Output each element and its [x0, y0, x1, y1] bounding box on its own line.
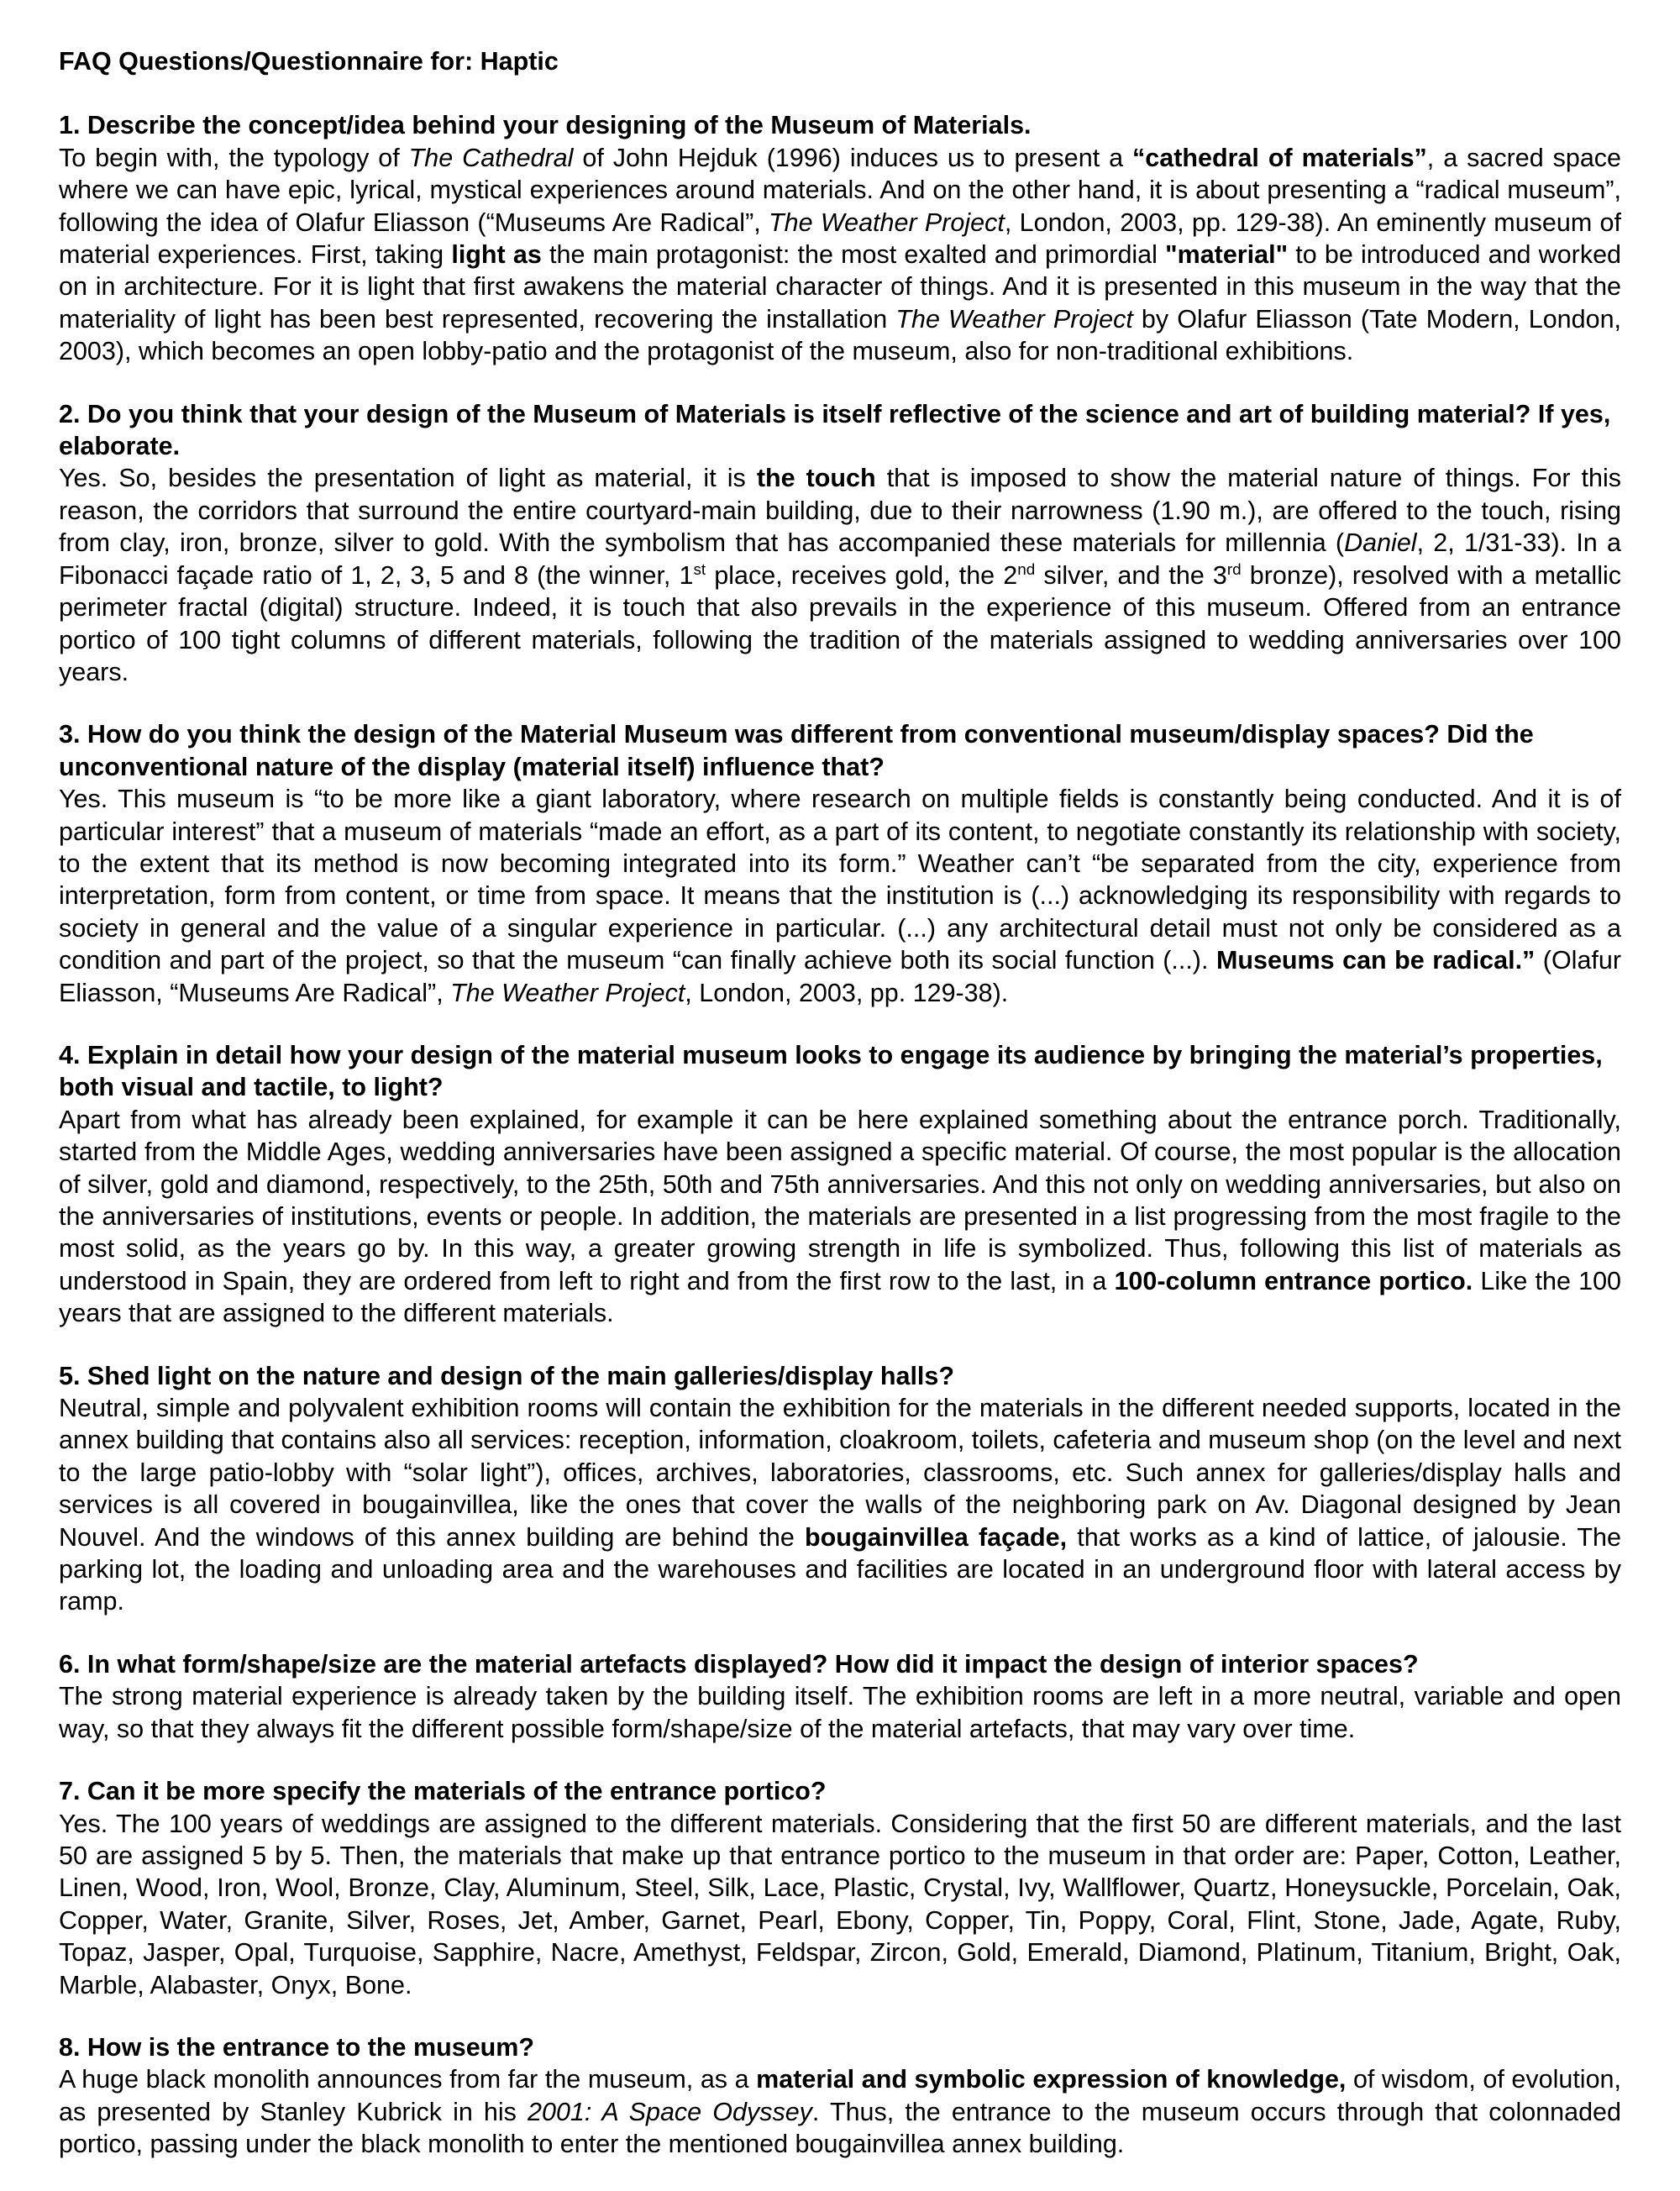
- faq-question: 8. How is the entrance to the museum?: [59, 2032, 535, 2062]
- italic-title-text: The Weather Project: [895, 304, 1133, 334]
- faq-question: 6. In what form/shape/size are the material artefacts displayed? How did it impact the design of interior spaces?: [59, 1649, 1419, 1679]
- ordinal-suffix: nd: [1017, 560, 1036, 579]
- answer-text: the main protagonist: the most exalted and primordial: [541, 240, 1166, 270]
- italic-title-text: Daniel: [1344, 528, 1417, 558]
- faq-section-list: [59, 109, 1621, 2160]
- answer-text: (Olafur Eliasson, “Museums Are Radical”,: [59, 946, 1621, 1007]
- ordinal-suffix: st: [693, 560, 706, 579]
- faq-question: 2. Do you think that your design of the Museum of Materials is itself reflective of the science and art of building material? If yes, elaborate.: [59, 399, 1611, 461]
- answer-text: To begin with, the typology of: [59, 143, 409, 172]
- emphasis-bold-text: “cathedral of materials”: [1132, 143, 1427, 172]
- faq-answer: [59, 1392, 1621, 1618]
- faq-question: 4. Explain in detail how your design of the material museum looks to engage its audience by bringing the material’s properties, both visual and tactile, to light?: [59, 1040, 1603, 1102]
- italic-title-text: The Cathedral: [408, 143, 574, 172]
- italic-title-text: The Weather Project: [450, 978, 685, 1007]
- answer-text: bronze), resolved with a metallic perimeter fractal (digital) structure. Indeed, it is touch that also prevails in the experience of this museum. Offered from an entrance portico of 100 tight columns of different materials, following the tradition of the materials assigned to wedding anniversaries over 100 years.: [59, 560, 1622, 686]
- answer-text: that works as a kind of lattice, of jalousie. The parking lot, the loading and unloading area and the warehouses and facilities are located in an underground floor with lateral access by ramp.: [59, 1522, 1621, 1616]
- answer-text: Like the 100 years that are assigned to the different materials.: [59, 1266, 1621, 1328]
- faq-question: 7. Can it be more specify the materials of the entrance portico?: [59, 1777, 827, 1806]
- faq-answer: [59, 1104, 1621, 1330]
- answer-text: , 2, 1/31-33). In a Fibonacci façade ratio of 1, 2, 3, 5 and 8 (the winner, 1: [59, 528, 1621, 590]
- answer-text: to be introduced and worked on in architecture. For it is light that first awakens the material character of things. And it is presented in this museum in the way that the materiality of light has been best represented, recovering the installation: [59, 240, 1622, 334]
- faq-answer: [59, 142, 1621, 368]
- answer-text: Yes. This museum is “to be more like a giant laboratory, where research on multiple fields is constantly being conducted. And it is of particular interest” that a museum of materials “made an effort, as a part of its content, to negotiate constantly its relationship with society, to the extent that its method is now becoming integrated into its form.” Weather can’t “be separated from the city, experience from interpretation, form from content, or time from space. It means that the institution is (...) acknowledging its responsibility with regards to society in general and the value of a singular experience in particular. (...) any architectural detail must not only be considered as a condition and part of the project, so that the museum “can finally achieve both its social function (...).: [59, 785, 1621, 975]
- answer-text: Apart from what has already been explained, for example it can be here explained something about the entrance porch. Traditionally, started from the Middle Ages, wedding anniversaries have been assigned a specific material. Of course, the most popular is the allocation of silver, gold and diamond, respectively, to the 25th, 50th and 75th anniversaries. And this not only on wedding anniversaries, but also on the anniversaries of institutions, events or people. In addition, the materials are presented in a list progressing from the most fragile to the most solid, as the years go by. In this way, a greater growing strength in life is symbolized. Thus, following this list of materials as understood in Spain, they are ordered from left to right and from the first row to the last, in a: [59, 1105, 1621, 1295]
- faq-item: [59, 398, 1621, 689]
- faq-item: [59, 1775, 1621, 2001]
- faq-item: [59, 1360, 1621, 1618]
- answer-text: silver, and the 3: [1035, 560, 1227, 590]
- document-title: FAQ Questions/Questionnaire for: Haptic: [59, 47, 559, 76]
- faq-item: [59, 1039, 1621, 1330]
- faq-item: [59, 718, 1621, 1009]
- answer-text: of John Hejduk (1996) induces us to present a: [573, 143, 1133, 172]
- answer-text: , a sacred space where we can have epic, lyrical, mystical experiences around materials. And on the other hand, it is about presenting a “radical museum”, following the idea of Olafur Eliasson (“Museums Are Radical”,: [59, 143, 1622, 237]
- italic-title-text: 2001: A Space Odyssey: [528, 2097, 812, 2126]
- emphasis-bold-text: "material": [1165, 240, 1289, 270]
- answer-text: by Olafur Eliasson (Tate Modern, London, 2003), which becomes an open lobby-patio and the protagonist of the museum, also for non-traditional exhibitions.: [59, 304, 1622, 366]
- answer-text: , London, 2003, pp. 129-38). An eminently museum of material experiences. First, taking: [59, 208, 1621, 270]
- answer-text: place, receives gold, the 2: [706, 560, 1018, 590]
- faq-answer: [59, 1808, 1621, 2001]
- faq-item: [59, 109, 1621, 367]
- answer-text: that is imposed to show the material nature of things. For this reason, the corridors that surround the entire courtyard-main building, due to their narrowness (1.90 m.), are offered to the touch, rising from clay, iron, bronze, silver to gold. With the symbolism that has accompanied these materials for millennia (: [59, 464, 1621, 558]
- faq-question: 1. Describe the concept/idea behind your designing of the Museum of Materials.: [59, 111, 1032, 140]
- faq-item: [59, 1648, 1621, 1745]
- faq-item: [59, 2031, 1621, 2161]
- answer-text: Neutral, simple and polyvalent exhibition rooms will contain the exhibition for the materials in the different needed supports, located in the annex building that contains also all services: reception, information, cloakroom, toilets, cafeteria and museum shop (on the level and next to the large patio-lobby with “solar light”), offices, archives, laboratories, classrooms, etc. Such annex for galleries/display halls and services is all covered in bougainvillea, like the ones that cover the walls of the neighboring park on Av. Diagonal designed by Jean Nouvel. And the windows of this annex building are behind the: [59, 1394, 1621, 1552]
- answer-text: Yes. So, besides the presentation of light as material, it is: [59, 464, 757, 493]
- document-page: [59, 45, 1621, 2191]
- faq-answer: [59, 2063, 1621, 2160]
- faq-answer: [59, 783, 1621, 1009]
- faq-question: 5. Shed light on the nature and design of the main galleries/display halls?: [59, 1361, 954, 1390]
- emphasis-bold-text: material and symbolic expression of knowledge,: [756, 2065, 1347, 2094]
- faq-answer: [59, 462, 1621, 688]
- answer-text: Yes. The 100 years of weddings are assigned to the different materials. Considering that the first 50 are different materials, and the last 50 are assigned 5 by 5. Then, the materials that make up that entrance portico to the museum in that order are: Paper, Cotton, Leather, Linen, Wood, Iron, Wool, Bronze, Clay, Aluminum, Steel, Silk, Lace, Plastic, Crystal, Ivy, Wallflower, Quartz, Honeysuckle, Porcelain, Oak, Copper, Water, Granite, Silver, Roses, Jet, Amber, Garnet, Pearl, Ebony, Copper, Tin, Poppy, Coral, Flint, Stone, Jade, Agate, Ruby, Topaz, Jasper, Opal, Turquoise, Sapphire, Nacre, Amethyst, Feldspar, Zircon, Gold, Emerald, Diamond, Platinum, Titanium, Bright, Oak, Marble, Alabaster, Onyx, Bone.: [59, 1809, 1621, 1999]
- emphasis-bold-text: light as: [451, 240, 542, 270]
- faq-question: 3. How do you think the design of the Material Museum was different from conventional museum/display spaces? Did the unconventional nature of the display (material itself) influence that?: [59, 720, 1534, 781]
- emphasis-bold-text: bougainvillea façade,: [804, 1522, 1068, 1552]
- emphasis-bold-text: Museums can be radical.”: [1215, 946, 1536, 975]
- answer-text: . Thus, the entrance to the museum occurs through that colonnaded portico, passing under the black monolith to enter the mentioned bougainvillea annex building.: [59, 2097, 1621, 2159]
- answer-text: of wisdom, of evolution, as presented by Stanley Kubrick in his: [59, 2065, 1621, 2126]
- faq-answer: [59, 1680, 1621, 1745]
- answer-text: A huge black monolith announces from far the museum, as a: [59, 2065, 757, 2094]
- italic-title-text: The Weather Project: [769, 208, 1005, 237]
- answer-text: The strong material experience is already taken by the building itself. The exhibition rooms are left in a more neutral, variable and open way, so that they always fit the different possible form/shape/size of the material artefacts, that may vary over time.: [59, 1682, 1621, 1743]
- emphasis-bold-text: the touch: [756, 464, 876, 493]
- answer-text: , London, 2003, pp. 129-38).: [685, 978, 1009, 1007]
- ordinal-suffix: rd: [1226, 560, 1242, 579]
- emphasis-bold-text: 100-column entrance portico.: [1114, 1266, 1473, 1295]
